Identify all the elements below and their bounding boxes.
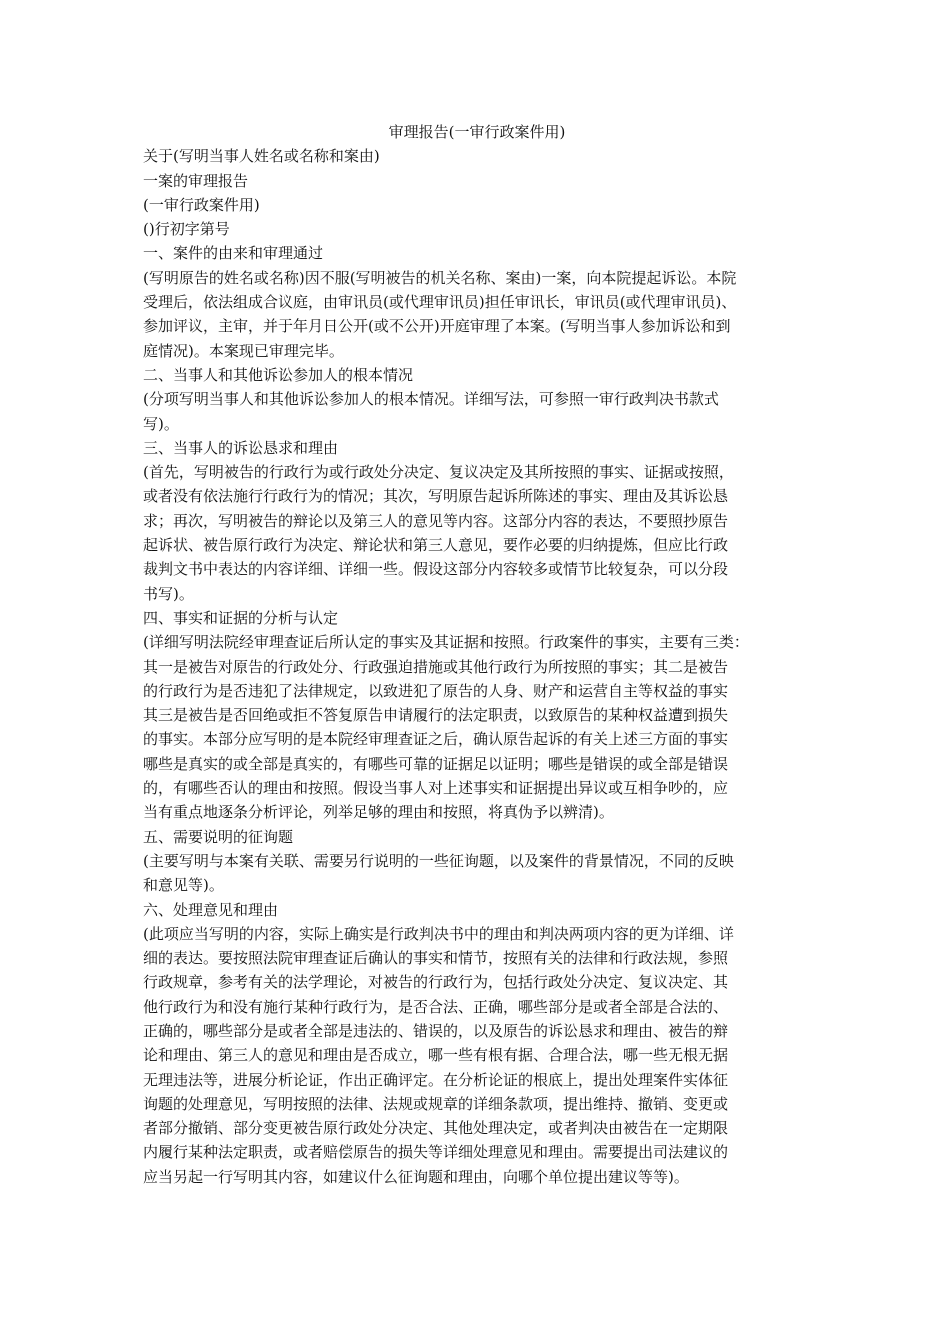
body-line: (主要写明与本案有关联、需要另行说明的一些征询题，以及案件的背景情况，不同的反映 <box>143 851 734 870</box>
body-line: (分项写明当事人和其他诉讼参加人的根本情况。详细写法，可参照一审行政判决书款式 <box>143 390 719 409</box>
body-line: 询题的处理意见，写明按照的法律、法规或规章的详细条款项，提出维持、撤销、变更或 <box>143 1094 729 1113</box>
body-line: (此项应当写明的内容，实际上确实是行政判决书中的理由和判决两项内容的更为详细、详 <box>143 924 734 943</box>
body-line: 受理后，依法组成合议庭，由审讯员(或代理审讯员)担任审讯长，审讯员(或代理审讯员)、 <box>143 293 737 312</box>
body-line: 二、当事人和其他诉讼参加人的根本情况 <box>143 365 414 384</box>
body-line: 和意见等)。 <box>143 876 224 895</box>
body-line: 其三是被告是否回绝或拒不答复原告申请履行的法定职责，以致原告的某种权益遭到损失 <box>143 706 729 725</box>
body-line: 一案的审理报告 <box>143 171 249 190</box>
body-line: 起诉状、被告原行政行为决定、辩论状和第三人意见，要作必要的归纳提炼，但应比行政 <box>143 536 729 555</box>
body-line: 无理违法等，进展分析论证，作出正确评定。在分析论证的根底上，提出处理案件实体征 <box>143 1070 729 1089</box>
body-line: 的事实。本部分应写明的是本院经审理查证之后，确认原告起诉的有关上述三方面的事实 <box>143 730 729 749</box>
body-line: 三、当事人的诉讼恳求和理由 <box>143 438 339 457</box>
body-line: (写明原告的姓名或名称)因不服(写明被告的机关名称、案由)一案，向本院提起诉讼。本院 <box>143 268 737 287</box>
body-line: (一审行政案件用) <box>143 195 260 214</box>
body-line: ()行初字第号 <box>143 220 230 239</box>
body-line: 庭情况)。本案现已审理完毕。 <box>143 341 344 360</box>
body-line: 论和理由、第三人的意见和理由是否成立，哪一些有根有据、合理合法，哪一些无根无据 <box>143 1046 729 1065</box>
body-line: 参加评议，主审，并于年月日公开(或不公开)开庭审理了本案。(写明当事人参加诉讼和到 <box>143 317 731 336</box>
body-line: 一、案件的由来和审理通过 <box>143 244 324 263</box>
body-line: 哪些是真实的或全部是真实的，有哪些可靠的证据足以证明；哪些是错误的或全部是错误 <box>143 754 729 773</box>
document-body <box>143 144 811 1189</box>
document-page <box>143 120 811 1189</box>
body-line: 细的表达。要按照法院审理查证后确认的事实和情节，按照有关的法律和行政法规，参照 <box>143 949 729 968</box>
body-line: 当有重点地逐条分析评论，列举足够的理由和按照，将真伪予以辨清)。 <box>143 803 614 822</box>
body-line: 关于(写明当事人姓名或名称和案由) <box>143 147 380 166</box>
body-line: 裁判文书中表达的内容详细、详细一些。假设这部分内容较多或情节比较复杂，可以分段 <box>143 560 729 579</box>
body-line: 他行政行为和没有施行某种行政行为，是否合法、正确，哪些部分是或者全部是合法的、 <box>143 997 729 1016</box>
body-line: 正确的，哪些部分是或者全部是违法的、错误的，以及原告的诉讼恳求和理由、被告的辩 <box>143 1021 729 1040</box>
document-title: 审理报告(一审行政案件用) <box>388 123 566 141</box>
body-line: 者部分撤销、部分变更被告原行政处分决定、其他处理决定，或者判决由被告在一定期限 <box>143 1119 729 1138</box>
body-line: 或者没有依法施行行政行为的情况；其次，写明原告起诉所陈述的事实、理由及其诉讼恳 <box>143 487 729 506</box>
body-line: 应当另起一行写明其内容，如建议什么征询题和理由，向哪个单位提出建议等等)。 <box>143 1167 689 1186</box>
body-line: 四、事实和证据的分析与认定 <box>143 608 339 627</box>
body-line: 五、需要说明的征询题 <box>143 827 294 846</box>
body-line: 的，有哪些否认的理由和按照。假设当事人对上述事实和证据提出异议或互相争吵的，应 <box>143 779 729 798</box>
body-line: (首先，写明被告的行政行为或行政处分决定、复议决定及其所按照的事实、证据或按照， <box>143 463 734 482</box>
body-line: 书写)。 <box>143 584 194 603</box>
body-line: 六、处理意见和理由 <box>143 900 279 919</box>
body-line: 的行政行为是否违犯了法律规定，以致进犯了原告的人身、财产和运营自主等权益的事实 <box>143 681 729 700</box>
body-line: 行政规章，参考有关的法学理论，对被告的行政行为，包括行政处分决定、复议决定、其 <box>143 973 729 992</box>
body-line: 写)。 <box>143 414 179 433</box>
body-line: 其一是被告对原告的行政处分、行政强迫措施或其他行政行为所按照的事实；其二是被告 <box>143 657 729 676</box>
body-line: (详细写明法院经审理查证后所认定的事实及其证据和按照。行政案件的事实，主要有三类： <box>143 633 749 652</box>
body-line: 求；再次，写明被告的辩论以及第三人的意见等内容。这部分内容的表达，不要照抄原告 <box>143 511 729 530</box>
body-line: 内履行某种法定职责，或者赔偿原告的损失等详细处理意见和理由。需要提出司法建议的 <box>143 1143 729 1162</box>
